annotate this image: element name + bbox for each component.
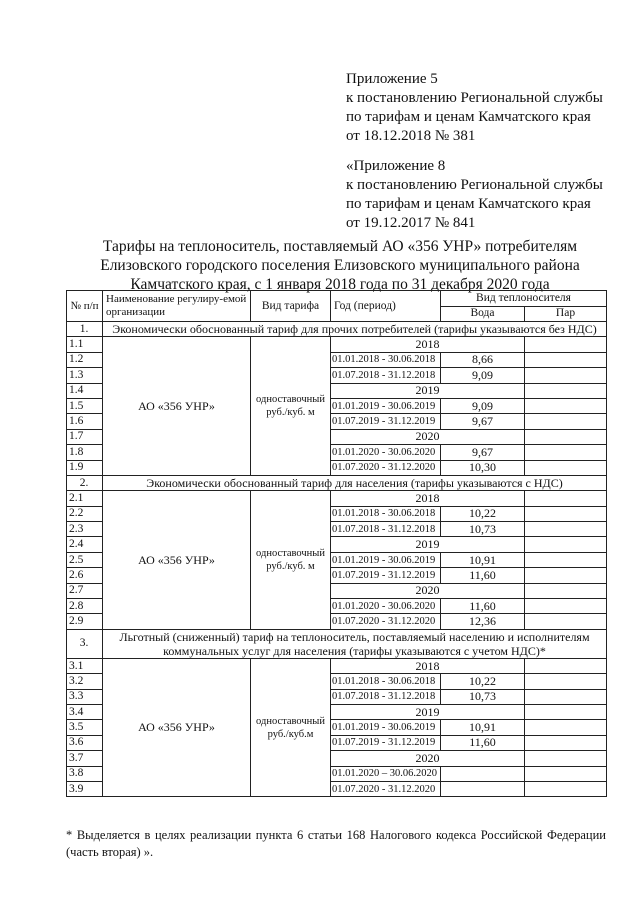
period-cell: 01.07.2020 - 31.12.2020 (331, 460, 441, 475)
row-number: 1.6 (67, 414, 103, 429)
period-cell: 01.07.2019 - 31.12.2019 (331, 735, 441, 750)
water-value: 12,36 (441, 614, 525, 629)
annex-8-line: от 19.12.2017 № 841 (346, 215, 476, 231)
row-number: 3.3 (67, 689, 103, 704)
row-number: 1.1 (67, 337, 103, 352)
water-value: 9,09 (441, 368, 525, 383)
row-number: 2.8 (67, 599, 103, 614)
year-label: 2020 (331, 583, 525, 598)
annex-5-header (346, 70, 603, 146)
row-number: 3.8 (67, 766, 103, 781)
header-water: Вода (441, 306, 525, 322)
row-number: 2.9 (67, 614, 103, 629)
steam-value (525, 735, 607, 750)
steam-value (525, 522, 607, 537)
steam-value (525, 674, 607, 689)
row-number: 3.4 (67, 704, 103, 719)
section-title: Льготный (сниженный) тариф на теплоноситель, поставляемый населению и исполнителям коммунальных услуг для населения (тарифы указываются с учетом НДС)* (103, 629, 607, 658)
steam-value (525, 614, 607, 629)
water-value: 10,73 (441, 689, 525, 704)
water-value: 11,60 (441, 599, 525, 614)
steam-value (525, 506, 607, 521)
steam-value (525, 766, 607, 781)
water-value: 9,09 (441, 398, 525, 413)
water-value (441, 766, 525, 781)
row-number: 2.3 (67, 522, 103, 537)
annex-5-line: от 18.12.2018 № 381 (346, 128, 476, 144)
period-cell: 01.01.2018 - 30.06.2018 (331, 506, 441, 521)
row-number: 1.3 (67, 368, 103, 383)
row-number: 1.7 (67, 429, 103, 444)
annex-5-line: к постановлению Региональной службы (346, 90, 603, 106)
steam-value (525, 658, 607, 673)
water-value: 10,91 (441, 720, 525, 735)
water-value: 9,67 (441, 414, 525, 429)
water-value: 8,66 (441, 352, 525, 367)
footnote: * Выделяется в целях реализации пункта 6 статьи 168 Налогового кодекса Российской Федерации (часть вторая) ». (66, 828, 606, 859)
section-row (67, 322, 607, 337)
period-cell: 01.01.2019 - 30.06.2019 (331, 720, 441, 735)
tariff-table (66, 290, 607, 797)
section-row (67, 475, 607, 490)
row-number: 1.5 (67, 398, 103, 413)
steam-value (525, 383, 607, 398)
steam-value (525, 429, 607, 444)
year-label: 2018 (331, 337, 525, 352)
section-number: 3. (67, 629, 103, 658)
period-cell: 01.01.2018 - 30.06.2018 (331, 352, 441, 367)
document-title (60, 237, 620, 294)
row-number: 1.2 (67, 352, 103, 367)
row-number: 1.9 (67, 460, 103, 475)
steam-value (525, 781, 607, 796)
table-row (67, 491, 607, 506)
steam-value (525, 599, 607, 614)
tariff-type: одноставочный руб./куб. м (251, 491, 331, 630)
tariff-type: одноставочный руб./куб. м (251, 337, 331, 476)
row-number: 3.9 (67, 781, 103, 796)
section-row (67, 629, 607, 658)
period-cell: 01.01.2018 - 30.06.2018 (331, 674, 441, 689)
water-value: 10,91 (441, 552, 525, 567)
period-cell: 01.01.2020 - 30.06.2020 (331, 599, 441, 614)
steam-value (525, 552, 607, 567)
steam-value (525, 537, 607, 552)
organization-name: АО «356 УНР» (103, 337, 251, 476)
year-label: 2018 (331, 658, 525, 673)
water-value: 11,60 (441, 568, 525, 583)
row-number: 2.6 (67, 568, 103, 583)
row-number: 1.8 (67, 445, 103, 460)
header-num: № п/п (67, 291, 103, 322)
period-cell: 01.07.2018 - 31.12.2018 (331, 368, 441, 383)
annex-5-line: по тарифам и ценам Камчатского края (346, 109, 591, 125)
water-value: 10,73 (441, 522, 525, 537)
steam-value (525, 689, 607, 704)
row-number: 1.4 (67, 383, 103, 398)
steam-value (525, 568, 607, 583)
section-number: 2. (67, 475, 103, 490)
row-number: 2.4 (67, 537, 103, 552)
table-row (67, 658, 607, 673)
steam-value (525, 751, 607, 766)
section-title: Экономически обоснованный тариф для населения (тарифы указываются с НДС) (103, 475, 607, 490)
year-label: 2020 (331, 429, 525, 444)
annex-8-line: к постановлению Региональной службы (346, 177, 603, 193)
row-number: 3.7 (67, 751, 103, 766)
organization-name: АО «356 УНР» (103, 658, 251, 797)
steam-value (525, 337, 607, 352)
year-label: 2019 (331, 383, 525, 398)
period-cell: 01.01.2019 - 30.06.2019 (331, 552, 441, 567)
year-label: 2020 (331, 751, 525, 766)
steam-value (525, 720, 607, 735)
tariff-type: одноставочный руб./куб.м (251, 658, 331, 797)
year-label: 2018 (331, 491, 525, 506)
row-number: 3.5 (67, 720, 103, 735)
steam-value (525, 491, 607, 506)
period-cell: 01.07.2018 - 31.12.2018 (331, 689, 441, 704)
period-cell: 01.01.2020 – 30.06.2020 (331, 766, 441, 781)
annex-5-line: Приложение 5 (346, 71, 438, 87)
water-value: 10,30 (441, 460, 525, 475)
row-number: 3.1 (67, 658, 103, 673)
steam-value (525, 398, 607, 413)
row-number: 2.5 (67, 552, 103, 567)
water-value: 10,22 (441, 674, 525, 689)
header-kind: Вид теплоносителя (441, 291, 607, 307)
year-label: 2019 (331, 537, 525, 552)
water-value: 9,67 (441, 445, 525, 460)
title-line: Елизовского городского поселения Елизовского муниципального района (100, 257, 580, 274)
title-line: Тарифы на теплоноситель, поставляемый АО «356 УНР» потребителям (102, 238, 578, 255)
period-cell: 01.07.2019 - 31.12.2019 (331, 568, 441, 583)
steam-value (525, 583, 607, 598)
water-value: 10,22 (441, 506, 525, 521)
period-cell: 01.07.2020 - 31.12.2020 (331, 614, 441, 629)
steam-value (525, 352, 607, 367)
row-number: 2.1 (67, 491, 103, 506)
period-cell: 01.07.2018 - 31.12.2018 (331, 522, 441, 537)
period-cell: 01.01.2020 - 30.06.2020 (331, 445, 441, 460)
header-steam: Пар (525, 306, 607, 322)
header-org: Наименование регулиру-емой организации (103, 291, 251, 322)
period-cell: 01.07.2019 - 31.12.2019 (331, 414, 441, 429)
header-period: Год (период) (331, 291, 441, 322)
water-value: 11,60 (441, 735, 525, 750)
section-number: 1. (67, 322, 103, 337)
steam-value (525, 368, 607, 383)
row-number: 3.6 (67, 735, 103, 750)
row-number: 2.2 (67, 506, 103, 521)
header-type: Вид тарифа (251, 291, 331, 322)
row-number: 2.7 (67, 583, 103, 598)
annex-8-header (346, 157, 603, 233)
header-row (67, 291, 607, 307)
organization-name: АО «356 УНР» (103, 491, 251, 630)
steam-value (525, 414, 607, 429)
row-number: 3.2 (67, 674, 103, 689)
steam-value (525, 704, 607, 719)
period-cell: 01.01.2019 - 30.06.2019 (331, 398, 441, 413)
annex-8-line: «Приложение 8 (346, 158, 446, 174)
section-title: Экономически обоснованный тариф для прочих потребителей (тарифы указываются без НДС) (103, 322, 607, 337)
steam-value (525, 445, 607, 460)
period-cell: 01.07.2020 - 31.12.2020 (331, 781, 441, 796)
water-value (441, 781, 525, 796)
year-label: 2019 (331, 704, 525, 719)
table-row (67, 337, 607, 352)
title-line: Камчатского края, с 1 января 2018 года по 31 декабря 2020 года (130, 276, 550, 293)
annex-8-line: по тарифам и ценам Камчатского края (346, 196, 591, 212)
steam-value (525, 460, 607, 475)
